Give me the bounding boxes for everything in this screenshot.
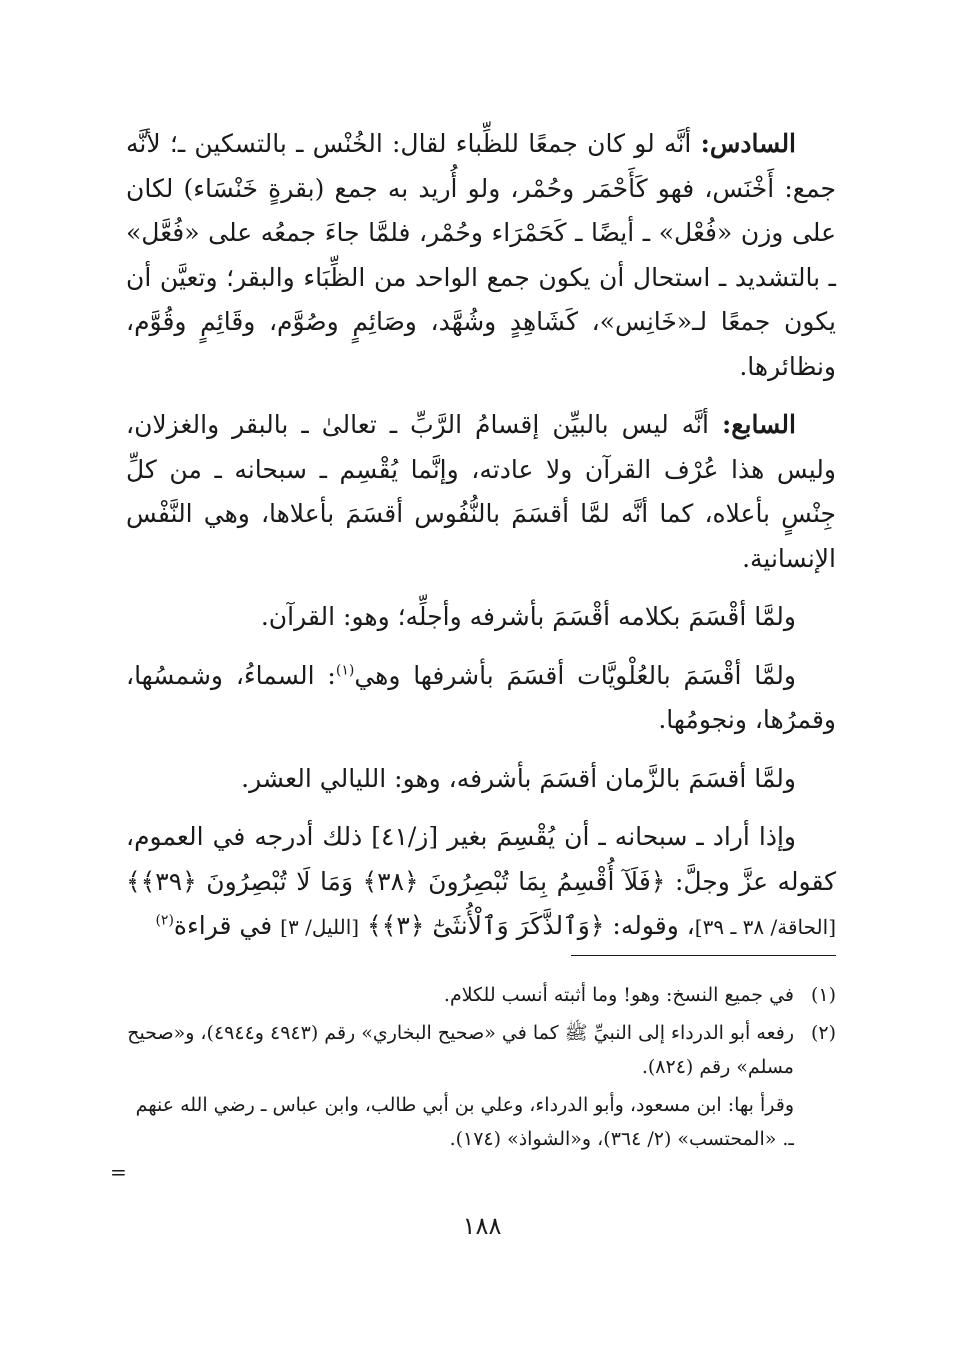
paragraph-sixth — [126, 122, 836, 389]
footnote-ref-1[interactable]: (١) — [335, 662, 355, 679]
footnote-2-continuation: وقرأ بها: ابن مسعود، وأبو الدرداء، وعلي بن أبي طالب، وابن عباس ـ رضي الله عنهم ـ. «المحتسب» (٢/ ٣٦٤)، و«الشواذ» (١٧٤). — [135, 1094, 794, 1150]
footnote-1 — [126, 978, 836, 1012]
verse-ref-layl: [الليل/ ٣] — [280, 915, 360, 939]
page-number: ١٨٨ — [462, 1212, 502, 1240]
footnote-number-1: (١) — [810, 984, 836, 1006]
general-text-3: في قراءة — [173, 911, 273, 940]
quran-verse-layl: ﴿وَٱلذَّكَرَ وَٱلْأُنثَىٰٓ ﴿٣﴾﴾ — [367, 911, 605, 940]
footnote-number-2: (٢) — [810, 1022, 836, 1044]
main-text — [126, 122, 836, 964]
paragraph-general-oath — [126, 815, 836, 950]
paragraph-quran-oath: ولمَّا أقْسَمَ بكلامه أقْسَمَ بأشرفه وأجلِّه؛ وهو: القرآن. — [260, 602, 796, 631]
celestial-before: ولمَّا أقْسَمَ بالعُلْويَّات أقسَمَ بأشرفها وهي — [354, 660, 796, 690]
verse-ref-haqqa: [الحاقة/ ٣٨ ـ ٣٩] — [694, 915, 836, 939]
footnotes — [126, 978, 836, 1156]
footnote-2 — [126, 1016, 836, 1084]
footnote-text-1: في جميع النسخ: وهو! وما أثبته أنسب للكلام. — [443, 984, 794, 1006]
footnote-text-2: رفعه أبو الدرداء إلى النبيِّ ﷺ كما في «صحيح البخاري» رقم (٤٩٤٣ و٤٩٤٤)، و«صحيح مسلم» رقم (٨٢٤). — [127, 1022, 794, 1078]
general-text-2: ، وقوله: — [612, 911, 695, 940]
paragraph-celestial-oath — [126, 654, 836, 743]
paragraph-text-sixth: أنَّه لو كان جمعًا للظِّباء لقال: الخُنْس ـ بالتسكين ـ؛ لأنَّه جمع: أَخْنَس، فهو كَأَحْمَر وحُمْر، ولو أُريد به جمع (بقرةٍ خَنْسَاء) لكان على وزن «فُعْل» ـ أيضًا ـ كَحَمْرَاء وحُمْر، فلمَّا جاءَ جمعُه على «فُعَّل» ـ بالتشديد ـ استحال أن يكون جمع الواحد من الظِّبَاء والبقر؛ وتعيَّن أن يكون جمعًا لـ«خَانِس»، كَشَاهِدٍ وشُهَّد، وصَائِمٍ وصُوَّم، وقَائِمٍ وقُوَّم، ونظائرها. — [126, 129, 836, 381]
paragraph-lead-seventh: السابع: — [722, 410, 796, 439]
general-text-1: وإذا أراد ـ سبحانه ـ أن يُقْسِمَ بغير [ز/٤١] ذلك أدرجه في العموم، كقوله عزَّ وجلَّ: — [126, 822, 836, 896]
footnote-separator — [571, 955, 836, 956]
celestial-after: : السماءُ، وشمسُها، وقمرُها، ونجومُها. — [126, 660, 836, 734]
paragraph-lead-sixth: السادس: — [700, 129, 797, 158]
quran-verse-haqqa: ﴿فَلَآ أُقْسِمُ بِمَا تُبْصِرُونَ ﴿٣٨﴾ وَمَا لَا تُبْصِرُونَ ﴿٣٩﴾﴾ — [126, 866, 666, 896]
paragraph-text-seventh: أنَّه ليس بالبيِّن إقسامُ الرَّبِّ ـ تعالىٰ ـ بالبقر والغزلان، وليس هذا عُرْف القرآن ولا عادته، وإنَّما يُقْسِم ـ سبحانه ـ من كلِّ جِنْسٍ بأعلاه، كما أنَّه لمَّا أقسَمَ بالنُّفُوس أقسَمَ بأعلاها، وهي النَّفْس الإنسانية. — [126, 410, 836, 573]
footnote-ref-2[interactable]: (٢) — [155, 912, 174, 929]
continuation-mark: = — [110, 1160, 127, 1184]
paragraph-seventh — [126, 403, 836, 581]
paragraph-time-oath: ولمَّا أقسَمَ بالزَّمان أقسَمَ بأشرفه، وهو: الليالي العشر. — [241, 763, 796, 793]
